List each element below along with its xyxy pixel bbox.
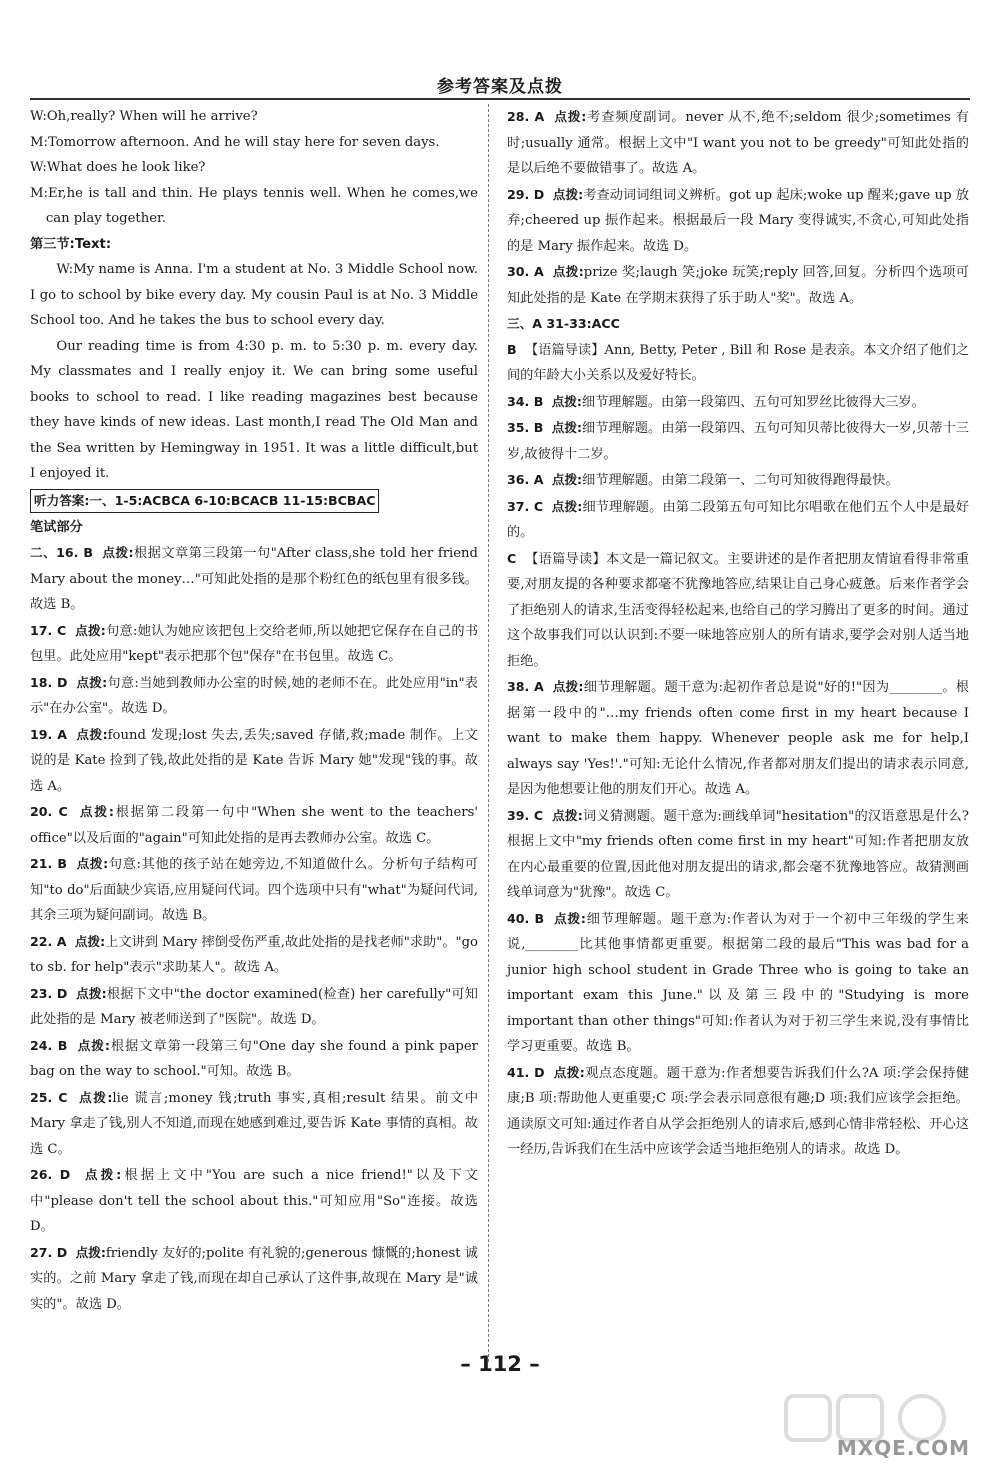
answer-item bbox=[507, 674, 969, 803]
answer-number: 28. A bbox=[507, 109, 545, 124]
dialog-line: W:Oh,really? When will he arrive? bbox=[30, 109, 258, 124]
answer-label: 点拨: bbox=[552, 679, 584, 694]
answer-number: 35. B bbox=[507, 420, 544, 435]
answer-text: 句意:当她到教师办公室的时候,她的老师不在。此处应用"in"表示"在办公室"。故选 D。 bbox=[30, 675, 478, 716]
answer-item bbox=[30, 851, 478, 929]
answer-label: 点拨: bbox=[554, 910, 586, 926]
answer-text: 上文讲到 Mary 摔倒受伤严重,故此处指的是找老师"求助"。"go to sb. for help"表示"求助某人"。故选 A。 bbox=[30, 934, 478, 975]
answer-number: 22. A bbox=[30, 933, 67, 949]
answer-item bbox=[30, 618, 478, 670]
answer-text: 细节理解题。题干意为:起初作者总是说"好的!"因为________。根据第一段中的"…my friends often come first in my heart because I want to make them happy. Whenever people ask me for help,I always say 'Yes!'."可知:无论什么情况,作者都对朋友们提出的请求表示同意,是因为他想要让他的朋友们开心。故选 A。 bbox=[507, 680, 969, 797]
answer-label: 点拨: bbox=[551, 393, 582, 409]
text-paragraph: W:My name is Anna. I'm a student at No. 3 Middle School now. I go to school by bike every day. My cousin Paul is at No. 3 Middle School too. And he takes the bus to school every day. bbox=[30, 262, 478, 328]
answer-text: 细节理解题。由第二段第五句可知比尔唱歌在他们五个人中是最好的。 bbox=[507, 499, 970, 540]
answer-number: 41. D bbox=[507, 1064, 545, 1080]
listening-answers: 听力答案:一、1-5:ACBCA 6-10:BCACB 11-15:BCBAC bbox=[30, 489, 379, 513]
answer-number: 26. D bbox=[30, 1167, 71, 1182]
listening-answers-box bbox=[30, 487, 478, 515]
page-header-title: 参考答案及点拨 bbox=[437, 77, 563, 97]
section3-title: 第三节:Text: bbox=[30, 236, 112, 252]
page-number: – 112 – bbox=[460, 1352, 540, 1376]
answer-item bbox=[507, 467, 969, 494]
answer-item bbox=[30, 981, 478, 1033]
watermark-text: MXQE.COM bbox=[836, 1436, 970, 1460]
guide-text: Ann, Betty, Peter , Bill 和 Rose 是表亲。本文介绍了他们之间的年龄大小关系以及爱好特长。 bbox=[507, 342, 970, 383]
answer-text: 根据下文中"the doctor examined(检查) her carefully"可知此处指的是 Mary 被老师送到了"医院"。故选 D。 bbox=[30, 986, 478, 1027]
guide-label: 【语篇导读】 bbox=[525, 342, 605, 358]
left-column bbox=[30, 104, 478, 1317]
answer-number: 17. C bbox=[30, 622, 67, 638]
answer-number: 34. B bbox=[507, 393, 544, 409]
answer-label: 点拨: bbox=[551, 498, 583, 514]
answer-number: 36. A bbox=[507, 472, 544, 487]
answer-label: 点拨: bbox=[552, 186, 584, 202]
answer-number: 23. D bbox=[30, 985, 68, 1001]
answer-text: 考查频度副词。never 从不,绝不;seldom 很少;sometimes 有时;usually 通常。根据上文中"I want you not to be greedy"可知此处指的是以后绝不要做错事了。故选 A。 bbox=[507, 110, 969, 176]
answer-label: 点拨: bbox=[551, 420, 582, 435]
answer-text: 细节理解题。题干意为:作者认为对于一个初中三年级的学生来说,________比其他事情都更重要。根据第二段的最后"This was bad for a junior high school student in Grade Three who is going to take an important exam this June."以及第三段中的"Studying is more important than other things"可知:作者认为对于初三学生来说,没有事情比学习更重要。故选 B。 bbox=[507, 911, 969, 1054]
answer-item bbox=[30, 722, 478, 800]
answer-label: 点拨: bbox=[74, 933, 106, 949]
answer-label: 点拨: bbox=[84, 1167, 122, 1182]
answer-label: 点拨: bbox=[75, 622, 106, 638]
answer-item bbox=[507, 1060, 969, 1163]
answer-number: 20. C bbox=[30, 804, 68, 819]
answer-item bbox=[507, 389, 969, 416]
answer-item bbox=[507, 415, 969, 467]
answer-text: friendly 友好的;polite 有礼貌的;generous 慷慨的;honest 诚实的。之前 Mary 拿走了钱,而现在却自己承认了这件事,故现在 Mary 是"诚实的"。故选 D。 bbox=[30, 1245, 478, 1312]
answer-item bbox=[507, 104, 969, 182]
answer-number: 二、16. B bbox=[30, 545, 93, 560]
answer-text: found 发现;lost 失去,丢失;saved 存储,救;made 制作。上文说的是 Kate 捡到了钱,故此处指的是 Kate 告诉 Mary 她"发现"钱的事。故选 A。 bbox=[30, 727, 478, 794]
answer-text: 观点态度题。题干意为:作者想要告诉我们什么?A 项:学会保持健康;B 项:帮助他人更重要;C 项:学会表示同意很有趣;D 项:我们应该学会拒绝。通读原文可知:通过作者自从学会拒绝别人的请求后,感到心情非常轻松、开心这一经历,告诉我们在生活中应该学会适当地拒绝别人的请求。故选 D。 bbox=[507, 1065, 970, 1157]
answer-item bbox=[30, 1240, 478, 1318]
answer-text: 细节理解题。由第二段第一、二句可知彼得跑得最快。 bbox=[582, 473, 899, 488]
answer-number: 19. A bbox=[30, 726, 67, 742]
answer-text: 词义猜测题。题干意为:画线单词"hesitation"的汉语意思是什么?根据上文中"my friends often come first in my heart"可知:作者把朋友放在内心最重要的位置,因此他对朋友提出的请求,都会毫不犹豫地答应。故猜测画线单词意为"犹豫"。故选 C。 bbox=[507, 808, 969, 900]
answer-number: 40. B bbox=[507, 910, 545, 926]
answer-text: 细节理解题。由第一段第四、五句可知贝蒂比彼得大一岁,贝蒂十三岁,故彼得十二岁。 bbox=[507, 421, 969, 462]
answer-label: 点拨: bbox=[76, 674, 108, 690]
answer-number: 39. C bbox=[507, 807, 544, 823]
answer-label: 点拨: bbox=[76, 856, 109, 871]
answer-number: 24. B bbox=[30, 1037, 68, 1053]
answer-item bbox=[507, 494, 969, 546]
answer-item bbox=[507, 803, 969, 906]
answer-text: lie 谎言;money 钱;truth 事实,真相;result 结果。前文中 Mary 拿走了钱,别人不知道,而现在她感到难过,要告诉 Kate 事情的真相。故选 C。 bbox=[30, 1090, 479, 1157]
answer-text: prize 奖;laugh 笑;joke 玩笑;reply 回答,回复。分析四个选项可知此处指的是 Kate 在学期末获得了乐于助人"奖"。故选 A。 bbox=[507, 265, 969, 306]
answer-item bbox=[507, 906, 969, 1060]
answer-item bbox=[30, 1033, 478, 1085]
answer-label: 点拨: bbox=[552, 264, 584, 279]
section3-answers: 三、A 31-33:ACC bbox=[507, 316, 620, 331]
answer-label: 点拨: bbox=[76, 985, 107, 1001]
answer-number: 30. A bbox=[507, 264, 544, 279]
answer-number: 18. D bbox=[30, 674, 68, 690]
answer-item bbox=[30, 929, 478, 981]
answer-item bbox=[30, 670, 478, 722]
answer-number: 37. C bbox=[507, 498, 544, 514]
right-column bbox=[507, 104, 969, 1163]
answer-item bbox=[30, 1085, 478, 1163]
answer-number: 27. D bbox=[30, 1244, 68, 1260]
answer-item bbox=[30, 1162, 478, 1240]
passage-c-intro bbox=[507, 546, 969, 675]
answer-text: 根据文章第一段第三句"One day she found a pink paper bag on the way to school."可知。故选 B。 bbox=[30, 1038, 478, 1079]
answer-number: 29. D bbox=[507, 186, 545, 202]
answer-label: 点拨: bbox=[79, 804, 114, 819]
answer-item bbox=[507, 259, 969, 311]
answer-item bbox=[30, 799, 478, 851]
answer-label: 点拨: bbox=[77, 1037, 110, 1053]
answer-number: 21. B bbox=[30, 856, 67, 871]
answer-text: 根据文章第三段第一句"After class,she told her friend Mary about the money…"可知此处指的是那个粉红色的纸包里有很多钱。故选 B。 bbox=[30, 546, 478, 612]
answer-label: 点拨: bbox=[552, 807, 583, 823]
answer-label: 点拨: bbox=[554, 109, 587, 124]
passage-label: B bbox=[507, 341, 517, 357]
answer-text: 细节理解题。由第一段第四、五句可知罗丝比彼得大三岁。 bbox=[581, 394, 925, 410]
dialog-line: M:Er,he is tall and thin. He plays tennis well. When he comes,we can play together. bbox=[30, 185, 478, 226]
text-paragraph: Our reading time is from 4:30 p. m. to 5:30 p. m. every day. My classmates and I really enjoy it. We can bring some useful books to school to read. I like reading magazines best because they have kinds of new ideas. Last month,I read The Old Man and the Sea written by Hemingway in 1951. It was a little difficult,but I enjoyed it. bbox=[30, 338, 478, 481]
answer-label: 点拨: bbox=[551, 472, 583, 487]
written-section-title: 笔试部分 bbox=[30, 519, 83, 535]
answer-number: 38. A bbox=[507, 679, 544, 694]
column-divider bbox=[488, 104, 489, 1362]
guide-text: 本文是一篇记叙文。主要讲述的是作者把朋友情谊看得非常重要,对朋友提的各种要求都毫不犹豫地答应,结果让自己身心疲惫。后来作者学会了拒绝别人的请求,生活变得轻松起来,也给自己的学习腾出了更多的时间。通过这个故事我们可以认识到:不要一味地答应别人的所有请求,要学会对别人适当地拒绝。 bbox=[507, 551, 970, 669]
guide-label: 【语篇导读】 bbox=[525, 551, 606, 567]
passage-b-intro bbox=[507, 337, 969, 389]
dialog-line: M:Tomorrow afternoon. And he will stay here for seven days. bbox=[30, 134, 440, 150]
passage-label: C bbox=[507, 550, 517, 566]
answer-text: 考查动词词组词义辨析。got up 起床;woke up 醒来;gave up 放弃;cheered up 振作起来。根据最后一段 Mary 变得诚实,不贪心,可知此处指的是 Mary 振作起来。故选 D。 bbox=[507, 187, 969, 254]
answer-label: 点拨: bbox=[75, 1244, 106, 1260]
header-rule bbox=[30, 98, 970, 100]
answer-label: 点拨: bbox=[79, 1089, 113, 1105]
answer-item bbox=[30, 540, 478, 618]
answer-text: 根据第二段第一句中"When she went to the teachers' office"以及后面的"again"可知此处指的是再去教师办公室。故选 C。 bbox=[30, 805, 478, 846]
answer-text: 句意:她认为她应该把包上交给老师,所以她把它保存在自己的书包里。此处应用"kept"表示把那个包"保存"在书包里。故选 C。 bbox=[30, 623, 479, 664]
answer-label: 点拨: bbox=[76, 726, 108, 742]
answer-item bbox=[507, 182, 969, 260]
dialog-line: W:What does he look like? bbox=[30, 160, 206, 175]
answer-label: 点拨: bbox=[553, 1064, 585, 1080]
answer-label: 点拨: bbox=[102, 545, 134, 560]
answer-text: 句意:其他的孩子站在她旁边,不知道做什么。分析句子结构可知"to do"后面缺少宾语,应用疑问代词。四个选项中只有"what"为疑问代词,其余三项为疑问副词。故选 B。 bbox=[30, 857, 478, 923]
answer-number: 25. C bbox=[30, 1089, 68, 1105]
answer-text: 根据上文中"You are such a nice friend!"以及下文中"please don't tell the school about this."可知应用"So"连接。故选 D。 bbox=[30, 1168, 478, 1234]
